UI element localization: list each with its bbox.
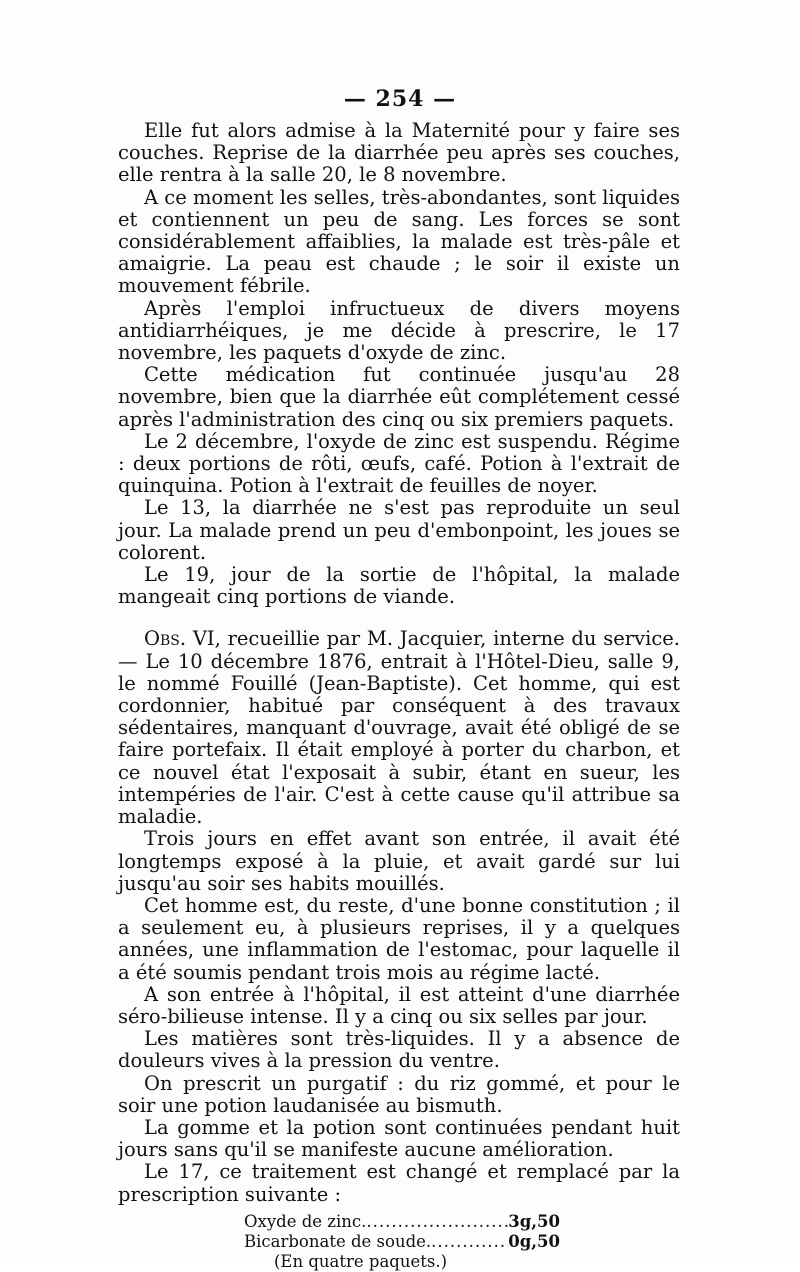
paragraph: Cet homme est, du reste, d'une bonne constitution ; il a seulement eu, à plusieurs reprises, il y a quelques années, une inflammation de l'estomac, pour laquelle il a été soumis pendant trois mois au régime lacté. [118, 893, 680, 984]
paragraph: La gomme et la potion sont continuées pendant huit jours sans qu'il se manifeste aucune amélioration. [118, 1115, 680, 1162]
prescription-row [244, 1212, 560, 1232]
body-text [118, 120, 680, 1272]
paragraph: Le 17, ce traitement est changé et remplacé par la prescription suivante : [118, 1160, 680, 1206]
page-number: — 254 — [343, 86, 457, 112]
paragraph: Après l'emploi infructueux de divers moyens antidiarrhéiques, je me décide à prescrire, le 17 novembre, les paquets d'oxyde de zinc. [118, 296, 680, 365]
observation-intro-text: recueillie par M. Jacquier, interne du service. — Le 10 décembre 1876, entrait à l'Hôtel-Dieu, salle 9, le nommé Fouillé (Jean-Baptiste). Cet homme, qui est cordonnier, habitué par conséquent à des travaux sédentaires, manquant d'ouvrage, avait été obligé de se faire portefaix. Il était employé à porter du charbon, et ce nouvel état l'exposait à subir, étant en sueur, les intempéries de l'air. C'est à cette cause qu'il attribue sa maladie. [118, 627, 681, 829]
paragraph: Trois jours en effet avant son entrée, il avait été longtemps exposé à la pluie, et avait gardé sur lui jusqu'au soir ses habits mouillés. [118, 827, 680, 895]
leader-dots [366, 1212, 508, 1232]
ingredient-dose: 3g,50 [508, 1211, 560, 1231]
observation-intro [118, 628, 680, 828]
paragraph: Le 19, jour de la sortie de l'hôpital, la malade mangeait cinq portions de viande. [118, 563, 680, 609]
ingredient-dose: 0g,50 [508, 1231, 560, 1251]
paragraph: A ce moment les selles, très-abondantes, sont liquides et contiennent un peu de sang. Les forces se sont considérablement affaiblies, la malade est très-pâle et amaigrie. La peau est chaude ; le soir il existe un mouvement fébrile. [118, 185, 681, 298]
paragraph: Le 2 décembre, l'oxyde de zinc est suspendu. Régime : deux portions de rôti, œufs, café. Potion à l'extrait de quinquina. Potion à l'extrait de feuilles de noyer. [118, 429, 680, 498]
leader-dots [431, 1232, 508, 1252]
prescription-row [244, 1232, 560, 1252]
prescription-note: (En quatre paquets.) [274, 1251, 448, 1271]
ingredient-name: Oxyde de zinc. [244, 1211, 367, 1231]
paragraph: Les matières sont très-liquides. Il y a absence de douleurs vives à la pression du ventre. [118, 1027, 680, 1073]
ingredient-name: Bicarbonate de soude. [244, 1231, 432, 1251]
paragraph: On prescrit un purgatif : du riz gommé, et pour le soir une potion laudanisée au bismuth. [118, 1071, 680, 1117]
observation-heading: Obs. VI, [144, 627, 221, 651]
paragraph: Elle fut alors admise à la Maternité pour y faire ses couches. Reprise de la diarrhée peu après ses couches, elle rentra à la salle 20, le 8 novembre. [118, 119, 680, 187]
paragraph: A son entrée à l'hôpital, il est atteint d'une diarrhée séro-bilieuse intense. Il y a cinq ou six selles par jour. [118, 982, 680, 1028]
prescription-formula [244, 1212, 560, 1272]
paragraph: Cette médication fut continuée jusqu'au 28 novembre, bien que la diarrhée eût complétement cessé après l'administration des cinq ou six premiers paquets. [118, 363, 680, 431]
paragraph: Le 13, la diarrhée ne s'est pas reproduite un seul jour. La malade prend un peu d'embonpoint, les joues se colorent. [118, 496, 680, 564]
